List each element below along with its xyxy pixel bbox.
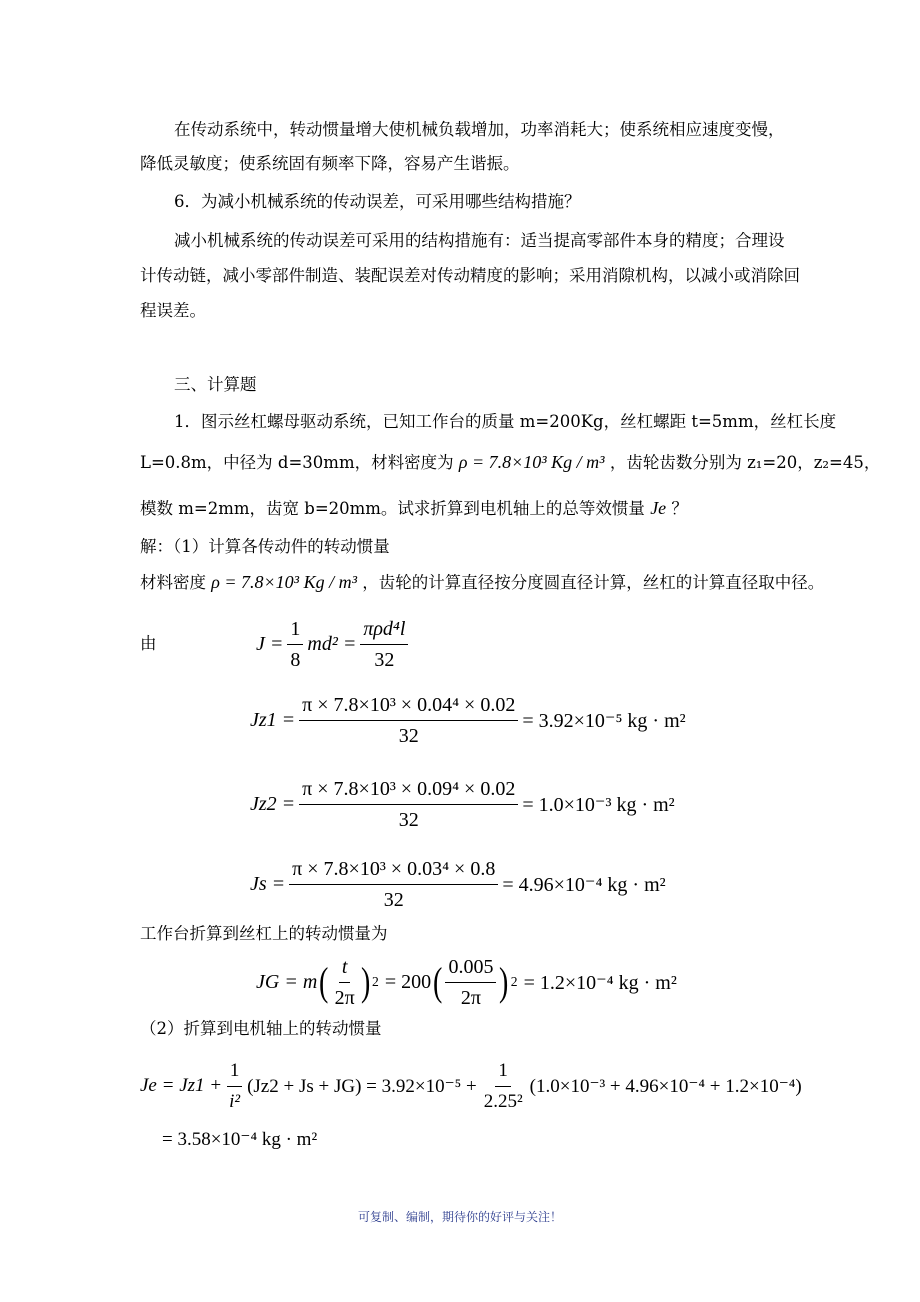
left-paren: ( [319,959,329,1004]
answer-line: 减小机械系统的传动误差可采用的结构措施有：适当提高零部件本身的精度；合理设 [174,231,785,250]
denominator: 32 [398,808,419,831]
je-symbol: Je [650,498,667,518]
answer-line: 程误差。 [140,301,206,320]
numerator: π × 7.8×10³ × 0.09⁴ × 0.02 [299,776,518,805]
equation-jz1 [250,690,686,750]
fraction [481,1058,526,1115]
denominator: 2π [460,986,481,1009]
problem-line [140,450,880,475]
answer-line: 计传动链，减小零部件制造、装配误差对传动精度的影响；采用消隙机构，以减小或消除回 [140,266,800,285]
denominator: 32 [374,648,395,671]
numerator: π × 7.8×10³ × 0.03⁴ × 0.8 [289,856,498,885]
numerator: 1 [495,1058,511,1087]
eq-middle: = 200 [384,970,432,993]
right-paren: ) [360,959,371,1004]
left-paren: ( [433,959,443,1004]
problem-text: L=0.8m，中径为 d=30mm，材料密度为 [140,453,454,472]
fraction [332,954,358,1011]
numerator: 0.005 [445,954,496,983]
eq-lhs: Jz1 = [250,708,296,731]
eq-result: = 1.0×10⁻³ kg · m² [522,793,675,816]
numerator: π × 7.8×10³ × 0.04⁴ × 0.02 [299,692,518,721]
equation-jz2 [250,774,675,834]
fraction [289,856,498,913]
numerator: 1 [227,1058,243,1087]
eq-middle: (Jz2 + Js + JG) = 3.92×10⁻⁵ + [247,1075,477,1097]
denominator: 2π [334,986,355,1009]
numerator: πρd⁴l [360,616,408,645]
eq-middle: md² = [307,632,357,655]
eq-result: = 3.92×10⁻⁵ kg · m² [522,709,686,732]
problem-text: ，齿轮齿数分别为 z₁=20，z₂=45， [609,453,881,472]
fraction [360,616,408,673]
paragraph-line: 在传动系统中，转动惯量增大使机械负载增加，功率消耗大；使系统相应速度变慢， [174,120,785,139]
denominator: 2.25² [483,1090,523,1112]
numerator: 1 [287,616,303,645]
density-line [140,570,824,595]
equation-je [140,1056,802,1116]
equation-jg: JG = m ( $\frac{t}{2\pi}$ ) 2 = 200 ( $\frac{0.005}{2\pi}$ ) 2 = 1.2×10⁻⁴ kg · m² [256,955,677,1009]
fraction [287,616,303,673]
worktable-line: 工作台折算到丝杠上的转动惯量为 [140,924,388,943]
fraction [299,776,518,833]
density-formula: ρ = 7.8×10³ Kg / m³ [211,572,357,592]
problem-text: ？ [671,499,688,518]
density-text: ，齿轮的计算直径按分度圆直径计算，丝杠的计算直径取中径。 [362,573,825,592]
eq-sum: (1.0×10⁻³ + 4.96×10⁻⁴ + 1.2×10⁻⁴) [529,1075,802,1097]
denominator: 32 [398,724,419,747]
equation-inertia-general [256,614,412,674]
eq-lhs: J = [256,632,284,655]
equation-js [250,854,666,914]
step2-title: （2）折算到电机轴上的转动惯量 [140,1019,382,1038]
section-heading: 三、计算题 [174,375,257,394]
eq-result: = 4.96×10⁻⁴ kg · m² [502,873,666,896]
eq-result: = 1.2×10⁻⁴ kg · m² [523,971,677,994]
equation-je-result: = 3.58×10⁻⁴ kg · m² [162,1128,318,1150]
footer-note: 可复制、编制，期待你的好评与关注！ [357,1210,562,1224]
eq-lhs: Js = [250,872,286,895]
denominator: 32 [383,888,404,911]
right-paren: ) [499,959,509,1004]
problem-line: 1．图示丝杠螺母驱动系统，已知工作台的质量 m=200Kg，丝杠螺距 t=5mm，丝杠长度 [174,412,837,431]
problem-line [140,496,688,521]
denominator: 8 [290,648,301,671]
fraction [226,1058,243,1115]
density-formula: ρ = 7.8×10³ Kg / m³ [458,452,605,472]
fraction [445,954,496,1011]
eq-lhs: Je = Jz1 + [140,1075,223,1096]
paragraph-line: 降低灵敏度；使系统固有频率下降，容易产生谐振。 [140,154,520,173]
question-6: 6．为减小机械系统的传动误差，可采用哪些结构措施？ [174,192,581,211]
by-label: 由 [140,634,157,653]
density-label: 材料密度 [140,573,206,592]
denominator: i² [229,1090,241,1112]
numerator: t [339,954,351,983]
eq-lhs: Jz2 = [250,792,296,815]
problem-text: 模数 m=2mm，齿宽 b=20mm。试求折算到电机轴上的总等效惯量 [140,499,645,518]
eq-lhs: JG = m [256,970,318,993]
fraction [299,692,518,749]
solution-title: 解：（1）计算各传动件的转动惯量 [140,537,390,556]
